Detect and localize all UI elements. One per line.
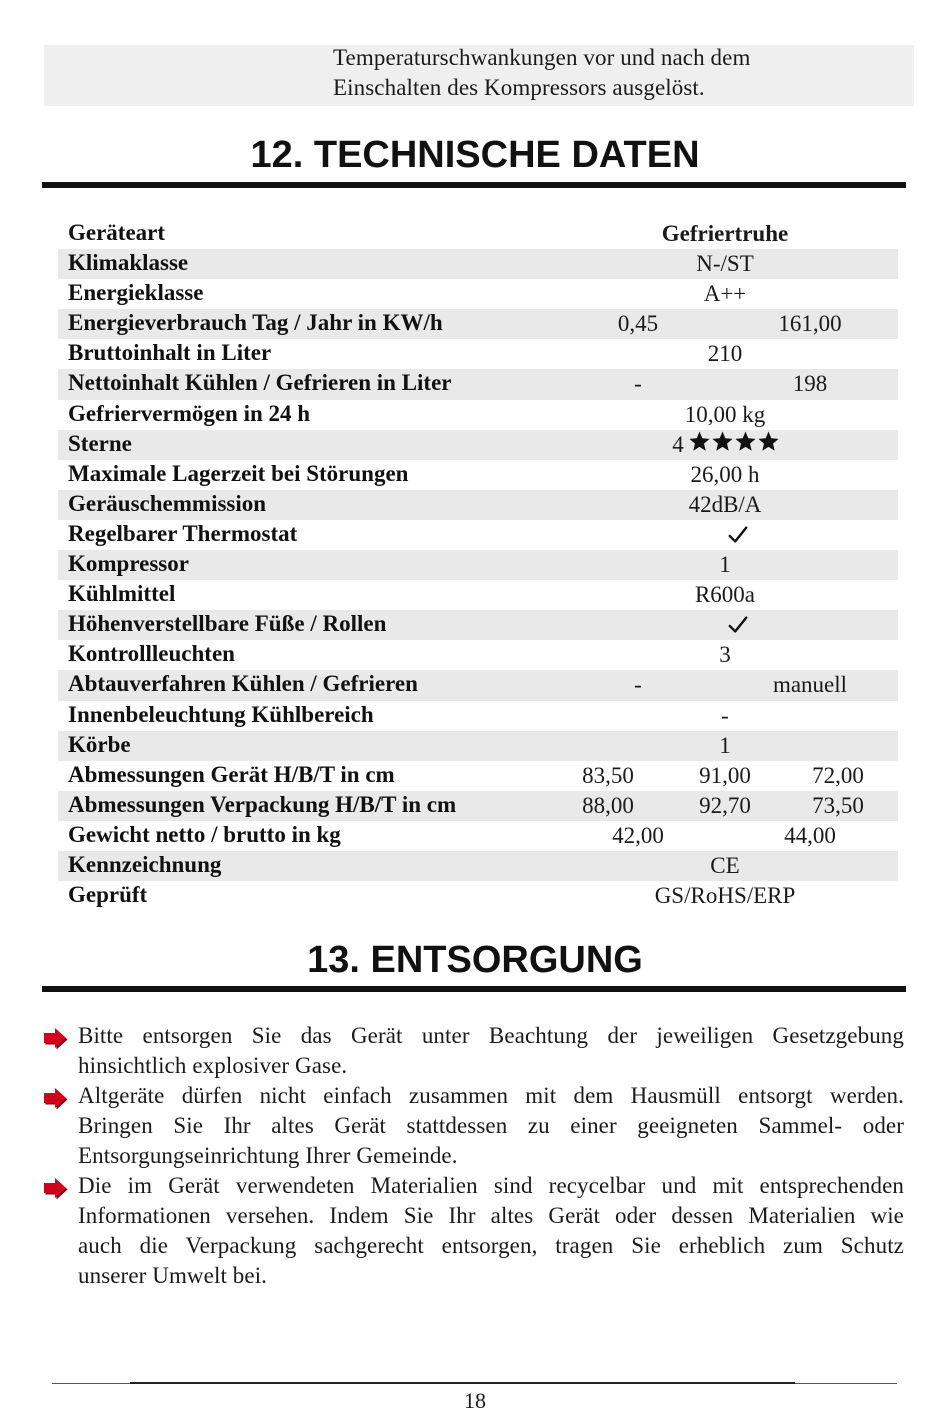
spec-row (58, 490, 898, 520)
spec-row (58, 520, 898, 550)
spec-value: 26,00 h (690, 461, 760, 487)
intro-line-1: Temperaturschwankungen vor und nach dem (333, 45, 751, 70)
spec-row (58, 580, 898, 610)
spec-label: Kennzeichnung (68, 851, 222, 877)
spec-value: 1 (719, 552, 731, 578)
spec-value: 73,50 (812, 792, 864, 818)
spec-row (58, 279, 898, 309)
spec-value: 42dB/A (688, 491, 762, 517)
spec-value: 198 (792, 371, 828, 397)
spec-row (58, 430, 898, 460)
spec-row (58, 640, 898, 670)
arrow-right-icon (42, 1087, 68, 1109)
spec-label: Kühlmittel (68, 581, 176, 607)
spec-value: - (721, 702, 729, 728)
arrow-right-icon (42, 1027, 68, 1049)
disposal-text-line: Die im Gerät verwendeten Materialien sind recycelbar und mit entsprechenden (78, 1173, 904, 1198)
spec-value: 92,70 (699, 792, 751, 818)
arrow-right-icon (42, 1177, 68, 1199)
spec-label: Sterne (68, 430, 132, 456)
check-icon (727, 614, 749, 636)
disposal-text-line: Bringen Sie Ihr altes Gerät stattdessen zu einer geeigneten Sammel- oder (78, 1113, 904, 1138)
spec-row (58, 670, 898, 700)
spec-value: 3 (719, 642, 731, 668)
star-icon (734, 430, 757, 458)
star-icon (688, 430, 711, 458)
spec-label: Körbe (68, 731, 131, 757)
spec-label: Maximale Lagerzeit bei Störungen (68, 460, 409, 486)
spec-value: - (634, 371, 642, 397)
spec-label: Energieverbrauch Tag / Jahr in KW/h (68, 310, 443, 336)
spec-label: Abtauverfahren Kühlen / Gefrieren (68, 671, 418, 697)
footer-rule-accent (130, 1382, 795, 1384)
section-12-rule (42, 182, 906, 188)
disposal-text-line: Informationen versehen. Indem Sie Ihr altes Gerät oder dessen Materialien wie (78, 1203, 904, 1228)
spec-value: 210 (707, 341, 743, 367)
spec-label: Kontrollleuchten (68, 641, 235, 667)
section-13-rule (42, 986, 906, 992)
spec-label: Gefriervermögen in 24 h (68, 400, 311, 426)
spec-value: Gefriertruhe (661, 221, 789, 246)
page-number: 18 (464, 1388, 486, 1413)
star-icon (711, 430, 734, 458)
spec-value: 161,00 (778, 311, 842, 337)
spec-value: 83,50 (582, 762, 634, 788)
intro-line-2: Einschalten des Kompressors ausgelöst. (333, 75, 705, 100)
disposal-text-line: auch die Verpackung sachgerecht entsorgen, tragen Sie erheblich zum Schutz (78, 1233, 904, 1258)
spec-label: Bruttoinhalt in Liter (68, 340, 272, 366)
spec-table (58, 219, 898, 911)
disposal-text-line: unserer Umwelt bei. (78, 1263, 268, 1288)
spec-label: Innenbeleuchtung Kühlbereich (68, 701, 374, 727)
spec-row (58, 821, 898, 851)
spec-value: GS/RoHS/ERP (654, 883, 796, 909)
spec-row (58, 249, 898, 279)
spec-value: manuell (772, 672, 848, 698)
spec-value: 10,00 kg (684, 401, 766, 427)
spec-row (58, 731, 898, 761)
spec-label: Klimaklasse (68, 250, 189, 276)
disposal-text-line: Altgeräte dürfen nicht einfach zusammen mit dem Hausmüll entsorgt werden. (78, 1083, 904, 1108)
spec-row (58, 791, 898, 821)
spec-value: 4 (672, 431, 684, 457)
spec-row (58, 550, 898, 580)
spec-label: Geprüft (68, 882, 148, 908)
spec-value: 44,00 (784, 822, 836, 848)
disposal-text-line: Bitte entsorgen Sie das Gerät unter Beachtung der jeweiligen Gesetzgebung (78, 1023, 904, 1048)
section-12-title: 12. TECHNISCHE DATEN (250, 134, 700, 176)
stars-rating (688, 430, 780, 458)
spec-value: CE (710, 852, 740, 878)
spec-value: 72,00 (812, 762, 864, 788)
spec-label: Energieklasse (68, 280, 204, 306)
spec-row (58, 761, 898, 791)
spec-row (58, 309, 898, 339)
spec-value: 88,00 (582, 792, 634, 818)
spec-row (58, 610, 898, 640)
spec-label: Abmessungen Gerät H/B/T in cm (68, 761, 395, 787)
spec-label: Gewicht netto / brutto in kg (68, 821, 341, 847)
check-icon (727, 524, 749, 546)
spec-value: 0,45 (617, 311, 659, 337)
spec-row (58, 460, 898, 490)
section-13-title: 13. ENTSORGUNG (307, 939, 643, 981)
spec-row (58, 851, 898, 881)
spec-label: Nettoinhalt Kühlen / Gefrieren in Liter (68, 370, 452, 396)
spec-row (58, 881, 898, 911)
spec-label: Regelbarer Thermostat (68, 520, 298, 546)
spec-label: Höhenverstellbare Füße / Rollen (68, 611, 387, 637)
spec-label: Geräteart (68, 220, 166, 245)
spec-value: 91,00 (699, 762, 751, 788)
spec-row (58, 701, 898, 731)
spec-value: 1 (719, 732, 731, 758)
spec-row (58, 400, 898, 430)
star-icon (757, 430, 780, 458)
disposal-text-line: hinsichtlich explosiver Gase. (78, 1053, 348, 1078)
spec-label: Kompressor (68, 551, 189, 577)
spec-value: - (634, 672, 642, 698)
intro-box (44, 45, 914, 106)
spec-row (58, 369, 898, 399)
spec-row (58, 339, 898, 369)
spec-value: A++ (703, 281, 747, 307)
spec-value: R600a (694, 582, 756, 608)
spec-row (58, 219, 898, 249)
spec-label: Abmessungen Verpackung H/B/T in cm (68, 791, 457, 817)
disposal-text-line: Entsorgungseinrichtung Ihrer Gemeinde. (78, 1143, 458, 1168)
spec-value: N-/ST (696, 251, 754, 277)
spec-label: Geräuschemmission (68, 490, 267, 516)
spec-value: 42,00 (612, 822, 664, 848)
